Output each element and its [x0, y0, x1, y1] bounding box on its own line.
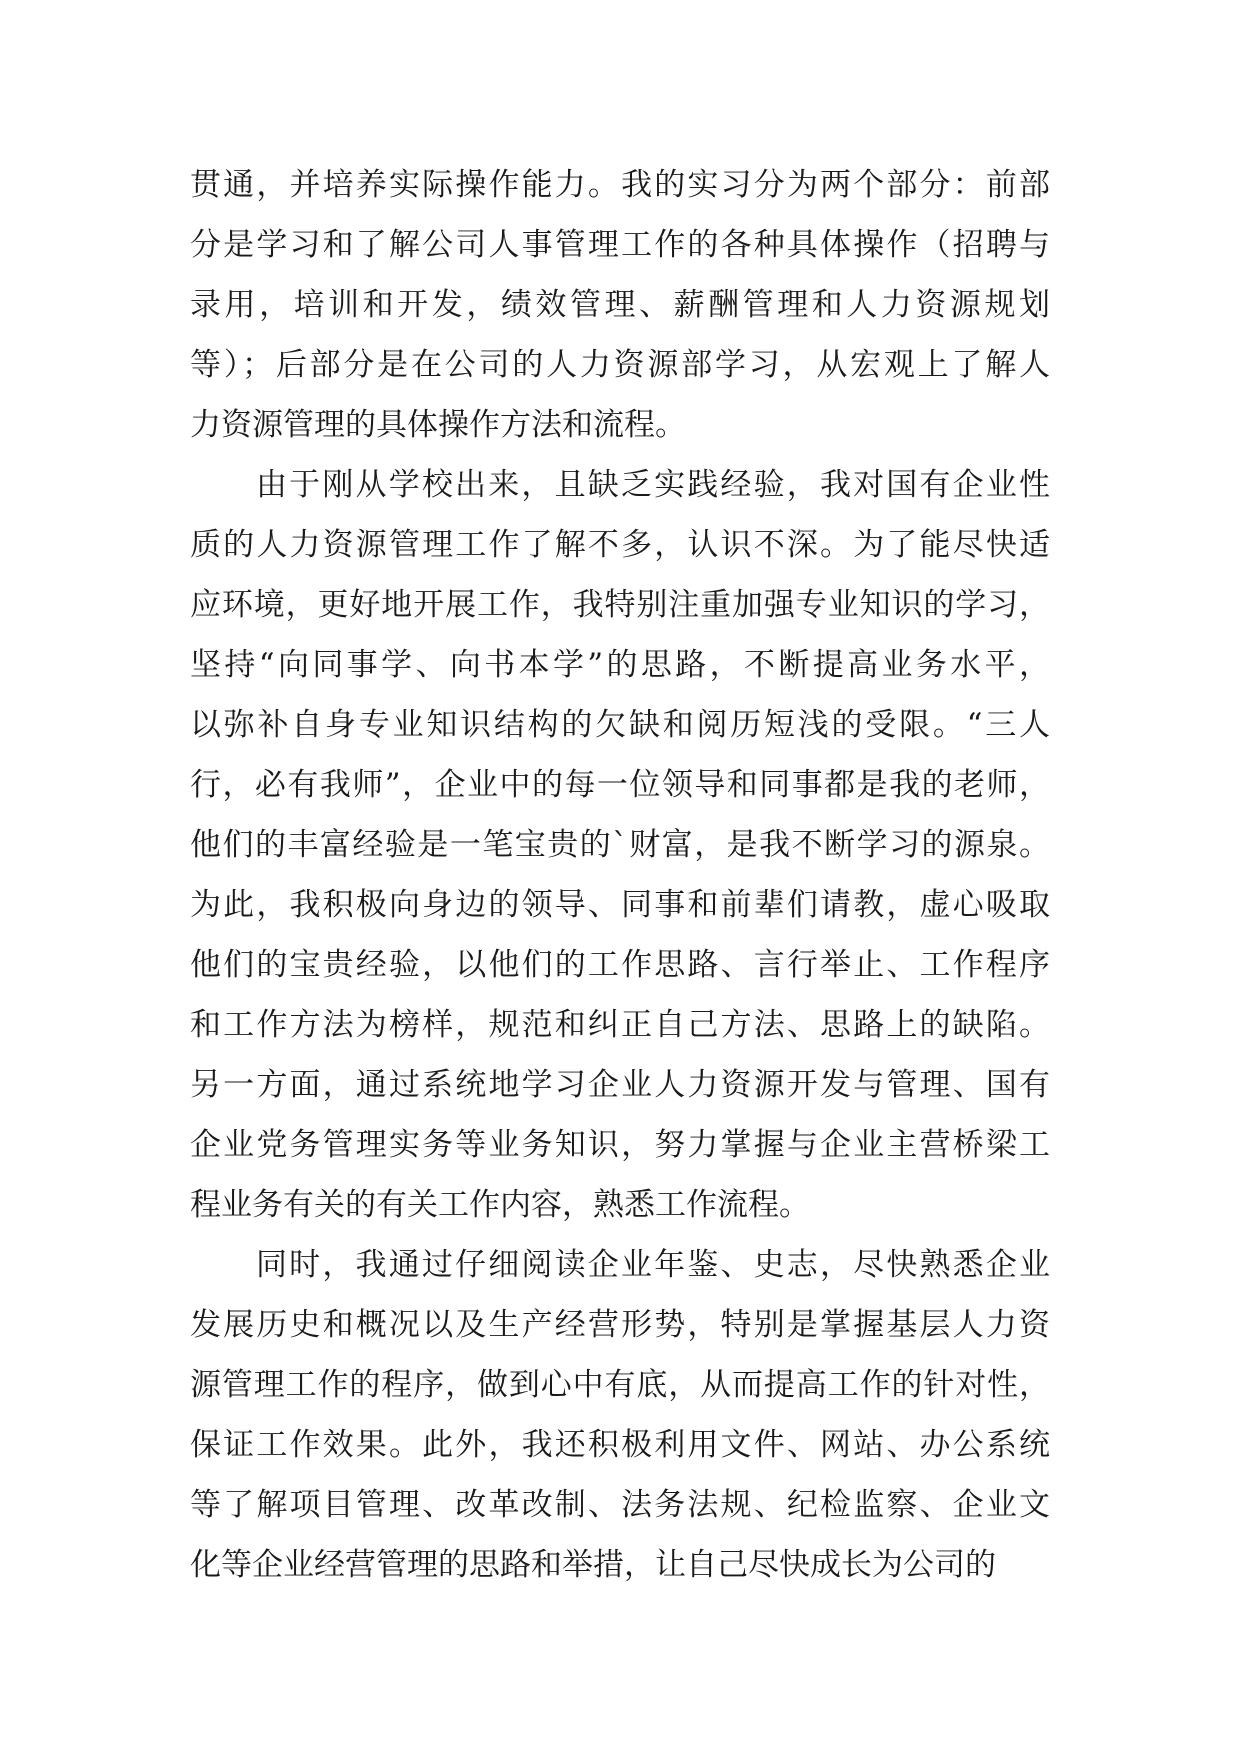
text-line: 保证工作效果。此外，我还积极利用文件、网站、办公系统	[190, 1427, 1050, 1463]
text-line: 企业党务管理实务等业务知识，努力掌握与企业主营桥梁工	[190, 1127, 1050, 1163]
text-line: 应环境，更好地开展工作，我特别注重加强专业知识的学习，	[190, 587, 1050, 623]
text-line: 和工作方法为榜样，规范和纠正自己方法、思路上的缺陷。	[190, 1007, 1050, 1043]
text-line: 为此，我积极向身边的领导、同事和前辈们请教，虚心吸取	[190, 887, 1050, 923]
text-line: 由于刚从学校出来，且缺乏实践经验，我对国有企业性	[256, 467, 1050, 503]
text-line: 坚持“向同事学、向书本学”的思路，不断提高业务水平，	[190, 647, 1050, 683]
text-line: 质的人力资源管理工作了解不多，认识不深。为了能尽快适	[190, 527, 1050, 563]
text-line: 程业务有关的有关工作内容，熟悉工作流程。	[190, 1187, 810, 1223]
text-line: 行，必有我师”，企业中的每一位领导和同事都是我的老师，	[190, 767, 1050, 803]
paragraph	[190, 455, 1050, 1235]
text-line: 力资源管理的具体操作方法和流程。	[190, 407, 686, 443]
text-line: 他们的宝贵经验，以他们的工作思路、言行举止、工作程序	[190, 947, 1050, 983]
text-line: 他们的丰富经验是一笔宝贵的`财富，是我不断学习的源泉。	[190, 827, 1050, 863]
paragraph	[190, 1235, 1050, 1595]
text-line: 以弥补自身专业知识结构的欠缺和阅历短浅的受限。“三人	[190, 707, 1050, 743]
text-line: 贯通，并培养实际操作能力。我的实习分为两个部分：前部	[190, 167, 1050, 203]
text-line: 等了解项目管理、改革改制、法务法规、纪检监察、企业文	[190, 1487, 1050, 1523]
document-body	[190, 155, 1050, 1595]
text-line: 同时，我通过仔细阅读企业年鉴、史志，尽快熟悉企业	[256, 1247, 1050, 1283]
text-line: 等）；后部分是在公司的人力资源部学习，从宏观上了解人	[190, 347, 1050, 383]
text-line: 另一方面，通过系统地学习企业人力资源开发与管理、国有	[190, 1067, 1050, 1103]
text-line: 录用，培训和开发，绩效管理、薪酬管理和人力资源规划	[190, 287, 1050, 323]
text-line: 化等企业经营管理的思路和举措，让自己尽快成长为公司的	[190, 1547, 996, 1583]
text-line: 源管理工作的程序，做到心中有底，从而提高工作的针对性，	[190, 1367, 1050, 1403]
text-line: 发展历史和概况以及生产经营形势，特别是掌握基层人力资	[190, 1307, 1050, 1343]
paragraph	[190, 155, 1050, 455]
text-line: 分是学习和了解公司人事管理工作的各种具体操作（招聘与	[190, 227, 1050, 263]
